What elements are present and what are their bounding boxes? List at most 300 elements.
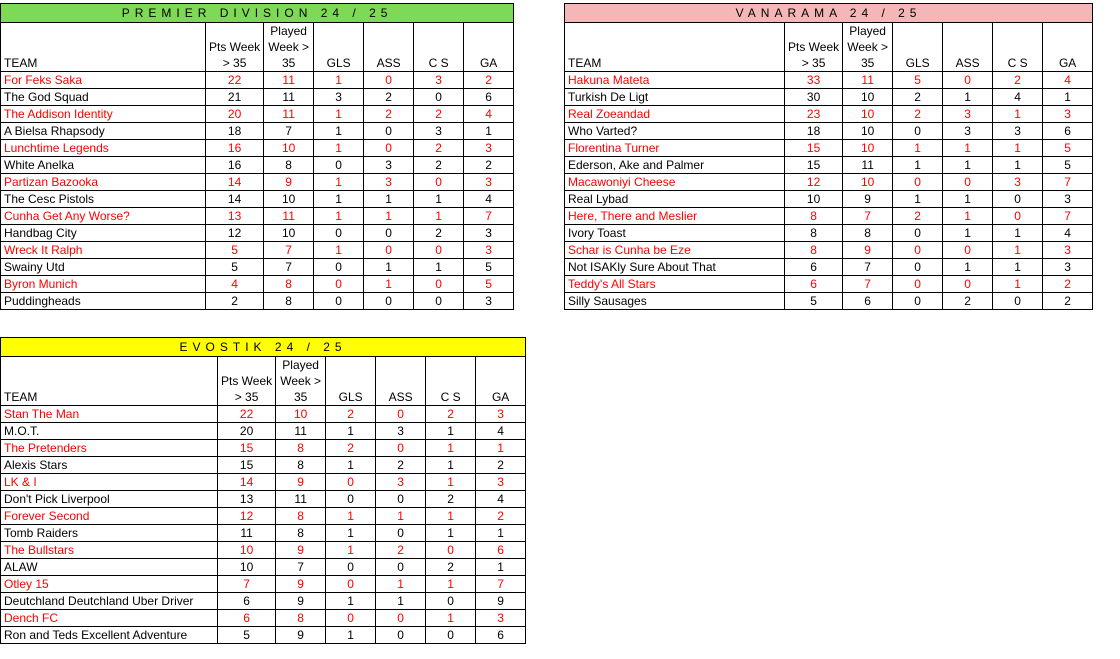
- header-row-1: [1, 357, 526, 374]
- cs-cell: 1: [426, 440, 476, 457]
- gls-cell: 3: [314, 89, 364, 106]
- played-cell: 10: [843, 106, 893, 123]
- header-played-line3: 35: [264, 55, 314, 72]
- ass-cell: 3: [376, 423, 426, 440]
- ass-cell: 3: [376, 474, 426, 491]
- table-row: [565, 208, 1093, 225]
- team-name: Teddy's All Stars: [565, 276, 785, 293]
- table-row: [1, 140, 514, 157]
- cs-cell: 2: [414, 225, 464, 242]
- ass-cell: 1: [943, 191, 993, 208]
- team-name: Cunha Get Any Worse?: [1, 208, 206, 225]
- gls-cell: 2: [893, 208, 943, 225]
- ass-cell: 1: [943, 157, 993, 174]
- header-pts-line2: > 35: [218, 389, 276, 406]
- cs-cell: 1: [993, 259, 1043, 276]
- ga-cell: 3: [1043, 242, 1093, 259]
- played-cell: 9: [276, 542, 326, 559]
- cs-cell: 3: [414, 72, 464, 89]
- pts-cell: 15: [785, 157, 843, 174]
- ass-cell: 0: [943, 72, 993, 89]
- table-row: [565, 140, 1093, 157]
- header-row-1: [565, 23, 1093, 40]
- played-cell: 7: [276, 559, 326, 576]
- ass-cell: 0: [376, 627, 426, 644]
- ass-cell: 0: [364, 140, 414, 157]
- ga-cell: 6: [464, 89, 514, 106]
- vanarama-table: [564, 3, 1093, 310]
- team-name: ALAW: [1, 559, 218, 576]
- evostik-table: [0, 337, 526, 644]
- ga-cell: 7: [476, 576, 526, 593]
- pts-cell: 5: [206, 259, 264, 276]
- ass-cell: 0: [376, 440, 426, 457]
- gls-cell: 1: [314, 106, 364, 123]
- table-row: [1, 440, 526, 457]
- pts-cell: 21: [206, 89, 264, 106]
- gls-cell: 1: [314, 123, 364, 140]
- played-cell: 9: [264, 174, 314, 191]
- ga-cell: 1: [464, 123, 514, 140]
- team-name: Deutchland Deutchland Uber Driver: [1, 593, 218, 610]
- cs-cell: 1: [993, 276, 1043, 293]
- cs-cell: 2: [426, 406, 476, 423]
- team-name: M.O.T.: [1, 423, 218, 440]
- league-title: VANARAMA 24 / 25: [565, 4, 1093, 23]
- ga-cell: 6: [1043, 123, 1093, 140]
- header-blank: [565, 39, 785, 55]
- team-name: Hakuna Mateta: [565, 72, 785, 89]
- cs-cell: 1: [426, 525, 476, 542]
- played-cell: 10: [843, 174, 893, 191]
- ga-cell: 3: [476, 610, 526, 627]
- ga-cell: 4: [1043, 225, 1093, 242]
- played-cell: 8: [276, 610, 326, 627]
- table-row: [1, 610, 526, 627]
- header-played-line3: 35: [843, 55, 893, 72]
- cs-cell: 1: [993, 157, 1043, 174]
- header-pts-line1: Pts Week: [785, 39, 843, 55]
- pts-cell: 16: [206, 157, 264, 174]
- table-row: [565, 276, 1093, 293]
- pts-cell: 8: [785, 225, 843, 242]
- team-name: The Bullstars: [1, 542, 218, 559]
- cs-cell: 0: [993, 293, 1043, 310]
- ga-cell: 3: [1043, 106, 1093, 123]
- pts-cell: 15: [218, 440, 276, 457]
- table-row: [1, 157, 514, 174]
- table-row: [1, 106, 514, 123]
- gls-cell: 1: [326, 423, 376, 440]
- ga-cell: 2: [1043, 293, 1093, 310]
- ga-cell: 3: [476, 474, 526, 491]
- played-cell: 10: [843, 140, 893, 157]
- cs-cell: 1: [993, 225, 1043, 242]
- ass-cell: 0: [376, 406, 426, 423]
- cs-cell: 3: [993, 123, 1043, 140]
- ass-cell: 0: [364, 293, 414, 310]
- table-row: [565, 174, 1093, 191]
- ass-cell: 3: [364, 157, 414, 174]
- gls-cell: 0: [326, 474, 376, 491]
- header-team: TEAM: [1, 55, 206, 72]
- cs-cell: 2: [414, 157, 464, 174]
- header-row-2: [1, 39, 514, 55]
- pts-cell: 22: [218, 406, 276, 423]
- team-name: Macawoniyi Cheese: [565, 174, 785, 191]
- pts-cell: 10: [218, 542, 276, 559]
- team-name: Lunchtime Legends: [1, 140, 206, 157]
- cs-cell: 0: [414, 293, 464, 310]
- header-row-3: [565, 55, 1093, 72]
- header-ga: GA: [464, 55, 514, 72]
- played-cell: 8: [264, 276, 314, 293]
- ga-cell: 1: [476, 525, 526, 542]
- pts-cell: 11: [218, 525, 276, 542]
- pts-cell: 10: [785, 191, 843, 208]
- ga-cell: 2: [464, 157, 514, 174]
- header-pts-line2: > 35: [785, 55, 843, 72]
- team-name: Who Varted?: [565, 123, 785, 140]
- header-blank: [218, 357, 276, 374]
- ga-cell: 3: [464, 174, 514, 191]
- played-cell: 6: [843, 293, 893, 310]
- team-name: Stan The Man: [1, 406, 218, 423]
- pts-cell: 6: [785, 259, 843, 276]
- cs-cell: 3: [414, 123, 464, 140]
- cs-cell: 1: [993, 242, 1043, 259]
- played-cell: 9: [276, 593, 326, 610]
- ga-cell: 3: [464, 242, 514, 259]
- table-row: [1, 208, 514, 225]
- played-cell: 10: [264, 140, 314, 157]
- played-cell: 9: [276, 627, 326, 644]
- table-row: [565, 259, 1093, 276]
- ga-cell: 7: [464, 208, 514, 225]
- header-cs: C S: [426, 389, 476, 406]
- table-row: [565, 123, 1093, 140]
- team-name: Ron and Teds Excellent Adventure: [1, 627, 218, 644]
- header-gls: GLS: [326, 389, 376, 406]
- gls-cell: 1: [314, 72, 364, 89]
- ass-cell: 0: [364, 123, 414, 140]
- team-name: Forever Second: [1, 508, 218, 525]
- gls-cell: 0: [893, 293, 943, 310]
- team-name: Here, There and Meslier: [565, 208, 785, 225]
- table-row: [1, 525, 526, 542]
- table-row: [1, 457, 526, 474]
- played-cell: 9: [843, 191, 893, 208]
- league-title: PREMIER DIVISION 24 / 25: [1, 4, 514, 23]
- ass-cell: 1: [364, 191, 414, 208]
- header-cs: C S: [414, 55, 464, 72]
- team-name: The Addison Identity: [1, 106, 206, 123]
- gls-cell: 0: [326, 610, 376, 627]
- header-played-line1: Played: [276, 357, 326, 374]
- ass-cell: 3: [943, 106, 993, 123]
- cs-cell: 4: [993, 89, 1043, 106]
- header-team: TEAM: [1, 389, 218, 406]
- ass-cell: 2: [376, 457, 426, 474]
- ga-cell: 5: [1043, 140, 1093, 157]
- pts-cell: 15: [785, 140, 843, 157]
- gls-cell: 0: [326, 491, 376, 508]
- gls-cell: 0: [893, 276, 943, 293]
- gls-cell: 2: [326, 440, 376, 457]
- team-name: Silly Sausages: [565, 293, 785, 310]
- ga-cell: 5: [464, 276, 514, 293]
- played-cell: 11: [276, 491, 326, 508]
- table-row: [1, 559, 526, 576]
- ass-cell: 0: [376, 559, 426, 576]
- table-row: [1, 627, 526, 644]
- header-played-line2: Week >: [276, 373, 326, 389]
- header-gls: GLS: [893, 55, 943, 72]
- ass-cell: 1: [364, 208, 414, 225]
- gls-cell: 1: [314, 242, 364, 259]
- played-cell: 11: [264, 106, 314, 123]
- pts-cell: 13: [218, 491, 276, 508]
- table-row: [1, 276, 514, 293]
- ass-cell: 0: [943, 276, 993, 293]
- ass-cell: 0: [376, 491, 426, 508]
- ass-cell: 1: [943, 259, 993, 276]
- pts-cell: 6: [785, 276, 843, 293]
- cs-cell: 0: [414, 89, 464, 106]
- ass-cell: 1: [943, 89, 993, 106]
- team-name: A Bielsa Rhapsody: [1, 123, 206, 140]
- played-cell: 11: [276, 423, 326, 440]
- ass-cell: 1: [376, 576, 426, 593]
- table-row: [565, 72, 1093, 89]
- header-played-line2: Week >: [264, 39, 314, 55]
- ga-cell: 4: [464, 191, 514, 208]
- gls-cell: 0: [893, 174, 943, 191]
- ass-cell: 1: [943, 140, 993, 157]
- team-name: White Anelka: [1, 157, 206, 174]
- gls-cell: 0: [893, 242, 943, 259]
- cs-cell: 2: [414, 140, 464, 157]
- gls-cell: 0: [314, 276, 364, 293]
- header-blank: [1, 357, 218, 374]
- pts-cell: 10: [218, 559, 276, 576]
- played-cell: 10: [843, 123, 893, 140]
- ga-cell: 5: [464, 259, 514, 276]
- pts-cell: 33: [785, 72, 843, 89]
- header-pts-line2: > 35: [206, 55, 264, 72]
- pts-cell: 7: [218, 576, 276, 593]
- team-name: Real Lybad: [565, 191, 785, 208]
- gls-cell: 1: [314, 174, 364, 191]
- cs-cell: 1: [414, 208, 464, 225]
- team-name: Turkish De Ligt: [565, 89, 785, 106]
- header-played-line2: Week >: [843, 39, 893, 55]
- played-cell: 7: [843, 208, 893, 225]
- gls-cell: 1: [326, 457, 376, 474]
- ga-cell: 4: [476, 423, 526, 440]
- ass-cell: 0: [364, 225, 414, 242]
- played-cell: 10: [276, 406, 326, 423]
- table-row: [1, 491, 526, 508]
- ga-cell: 3: [1043, 191, 1093, 208]
- ass-cell: 2: [364, 89, 414, 106]
- ass-cell: 1: [364, 259, 414, 276]
- cs-cell: 0: [426, 542, 476, 559]
- header-blank: [1, 39, 206, 55]
- cs-cell: 1: [426, 474, 476, 491]
- pts-cell: 22: [206, 72, 264, 89]
- header-blank: [1, 23, 206, 40]
- gls-cell: 1: [326, 542, 376, 559]
- pts-cell: 8: [785, 242, 843, 259]
- pts-cell: 5: [206, 242, 264, 259]
- ga-cell: 3: [464, 293, 514, 310]
- ga-cell: 1: [476, 559, 526, 576]
- played-cell: 7: [843, 276, 893, 293]
- header-blank: [785, 23, 843, 40]
- pts-cell: 5: [218, 627, 276, 644]
- pts-cell: 18: [785, 123, 843, 140]
- ass-cell: 1: [943, 208, 993, 225]
- ga-cell: 3: [476, 406, 526, 423]
- played-cell: 11: [264, 89, 314, 106]
- team-name: Not ISAKly Sure About That: [565, 259, 785, 276]
- pts-cell: 12: [218, 508, 276, 525]
- played-cell: 7: [843, 259, 893, 276]
- header-row-3: [1, 389, 526, 406]
- team-name: Puddingheads: [1, 293, 206, 310]
- ga-cell: 4: [476, 491, 526, 508]
- team-name: Swainy Utd: [1, 259, 206, 276]
- cs-cell: 1: [426, 508, 476, 525]
- team-name: Ederson, Ake and Palmer: [565, 157, 785, 174]
- ass-cell: 2: [376, 542, 426, 559]
- ga-cell: 1: [1043, 89, 1093, 106]
- ga-cell: 3: [464, 140, 514, 157]
- league-title: EVOSTIK 24 / 25: [1, 338, 526, 357]
- pts-cell: 20: [206, 106, 264, 123]
- pts-cell: 23: [785, 106, 843, 123]
- gls-cell: 2: [893, 89, 943, 106]
- played-cell: 10: [264, 191, 314, 208]
- ga-cell: 2: [476, 457, 526, 474]
- gls-cell: 1: [314, 191, 364, 208]
- header-blank: [206, 23, 264, 40]
- ass-cell: 0: [364, 72, 414, 89]
- team-name: Alexis Stars: [1, 457, 218, 474]
- table-row: [1, 174, 514, 191]
- cs-cell: 1: [426, 576, 476, 593]
- header-ga: GA: [476, 389, 526, 406]
- team-name: For Feks Saka: [1, 72, 206, 89]
- pts-cell: 30: [785, 89, 843, 106]
- ass-cell: 2: [364, 106, 414, 123]
- team-name: The God Squad: [1, 89, 206, 106]
- table-row: [1, 406, 526, 423]
- league-title-row: [565, 4, 1093, 23]
- team-name: Otley 15: [1, 576, 218, 593]
- header-blank: [565, 23, 785, 40]
- cs-cell: 0: [993, 208, 1043, 225]
- ass-cell: 1: [376, 593, 426, 610]
- pts-cell: 14: [218, 474, 276, 491]
- ga-cell: 2: [1043, 276, 1093, 293]
- team-name: Handbag City: [1, 225, 206, 242]
- played-cell: 8: [276, 508, 326, 525]
- table-row: [1, 593, 526, 610]
- table-row: [1, 89, 514, 106]
- table-row: [1, 123, 514, 140]
- team-name: Schar is Cunha be Eze: [565, 242, 785, 259]
- table-row: [1, 423, 526, 440]
- played-cell: 11: [843, 157, 893, 174]
- played-cell: 9: [843, 242, 893, 259]
- header-ass: ASS: [364, 55, 414, 72]
- header-played-line1: Played: [264, 23, 314, 40]
- table-row: [1, 474, 526, 491]
- gls-cell: 1: [893, 191, 943, 208]
- cs-cell: 0: [414, 174, 464, 191]
- team-name: Byron Munich: [1, 276, 206, 293]
- pts-cell: 4: [206, 276, 264, 293]
- ga-cell: 2: [464, 72, 514, 89]
- team-name: Partizan Bazooka: [1, 174, 206, 191]
- team-name: Ivory Toast: [565, 225, 785, 242]
- played-cell: 9: [276, 576, 326, 593]
- ga-cell: 4: [1043, 72, 1093, 89]
- cs-cell: 0: [426, 593, 476, 610]
- gls-cell: 0: [314, 259, 364, 276]
- ga-cell: 3: [1043, 259, 1093, 276]
- ga-cell: 1: [476, 440, 526, 457]
- played-cell: 7: [264, 123, 314, 140]
- ass-cell: 0: [364, 242, 414, 259]
- header-team: TEAM: [565, 55, 785, 72]
- cs-cell: 1: [414, 191, 464, 208]
- gls-cell: 0: [893, 225, 943, 242]
- table-row: [1, 72, 514, 89]
- header-row-2: [1, 373, 526, 389]
- gls-cell: 0: [326, 576, 376, 593]
- cs-cell: 2: [426, 491, 476, 508]
- table-row: [565, 242, 1093, 259]
- ga-cell: 6: [476, 542, 526, 559]
- table-row: [565, 293, 1093, 310]
- gls-cell: 5: [893, 72, 943, 89]
- team-name: Dench FC: [1, 610, 218, 627]
- played-cell: 9: [276, 474, 326, 491]
- header-ass: ASS: [943, 55, 993, 72]
- table-row: [1, 576, 526, 593]
- pts-cell: 13: [206, 208, 264, 225]
- cs-cell: 0: [414, 276, 464, 293]
- played-cell: 8: [264, 293, 314, 310]
- header-played-line3: 35: [276, 389, 326, 406]
- pts-cell: 8: [785, 208, 843, 225]
- pts-cell: 12: [785, 174, 843, 191]
- cs-cell: 0: [993, 191, 1043, 208]
- gls-cell: 1: [326, 593, 376, 610]
- header-row-1: [1, 23, 514, 40]
- premier-division-table: [0, 3, 514, 310]
- gls-cell: 0: [314, 225, 364, 242]
- ass-cell: 3: [943, 123, 993, 140]
- ass-cell: 2: [943, 293, 993, 310]
- ga-cell: 2: [476, 508, 526, 525]
- pts-cell: 14: [206, 191, 264, 208]
- gls-cell: 1: [326, 508, 376, 525]
- played-cell: 8: [264, 157, 314, 174]
